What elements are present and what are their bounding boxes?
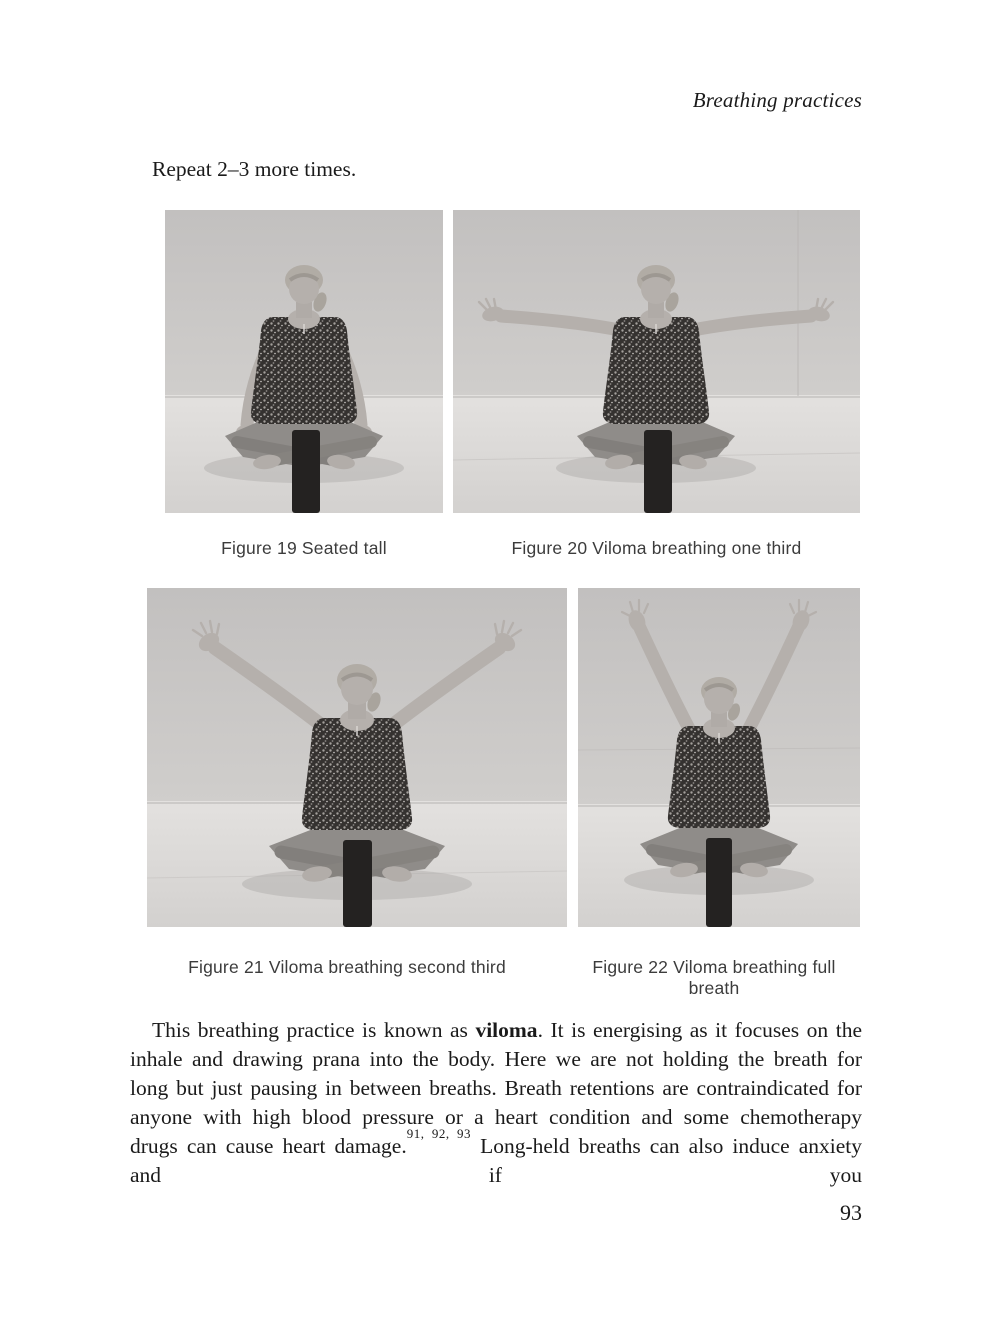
yoga-pose-arms-overhead-illustration bbox=[578, 588, 860, 927]
intro-line: Repeat 2–3 more times. bbox=[152, 157, 357, 181]
body-paragraph bbox=[130, 1016, 862, 1190]
paragraph-main: . It is energising as it focuses on the inhale and drawing prana into the body. Here we are not holding the breath for long but just pausing in between breaths. Breath retentions are contraindicated for anyone with high blood pressure or a heart condition and some chemotherapy drugs can cause heart damage. bbox=[130, 1018, 862, 1158]
bold-term-viloma: viloma bbox=[475, 1018, 538, 1042]
figure-21-caption: Figure 21 Viloma breathing second third bbox=[188, 957, 506, 977]
yoga-pose-seated-tall-illustration bbox=[165, 210, 443, 513]
figure-22-caption: Figure 22 Viloma breathing full breath bbox=[592, 957, 836, 998]
figure-20-caption: Figure 20 Viloma breathing one third bbox=[511, 538, 802, 558]
figure-19-photo bbox=[165, 210, 443, 513]
yoga-pose-arms-wide-v-illustration bbox=[147, 588, 567, 927]
figure-19-caption: Figure 19 Seated tall bbox=[221, 538, 387, 558]
yoga-pose-arms-horizontal-illustration bbox=[453, 210, 860, 513]
footnote-references: 91, 92, 93 bbox=[406, 1125, 472, 1141]
figure-20-photo bbox=[453, 210, 860, 513]
paragraph-tail: Long-held breaths can also induce anxiety and if you bbox=[130, 1134, 862, 1187]
figure-21-photo bbox=[147, 588, 567, 927]
paragraph-lead: This breathing practice is known as bbox=[152, 1018, 476, 1042]
figure-22-photo bbox=[578, 588, 860, 927]
page-number: 93 bbox=[840, 1200, 862, 1225]
running-header: Breathing practices bbox=[692, 88, 862, 112]
